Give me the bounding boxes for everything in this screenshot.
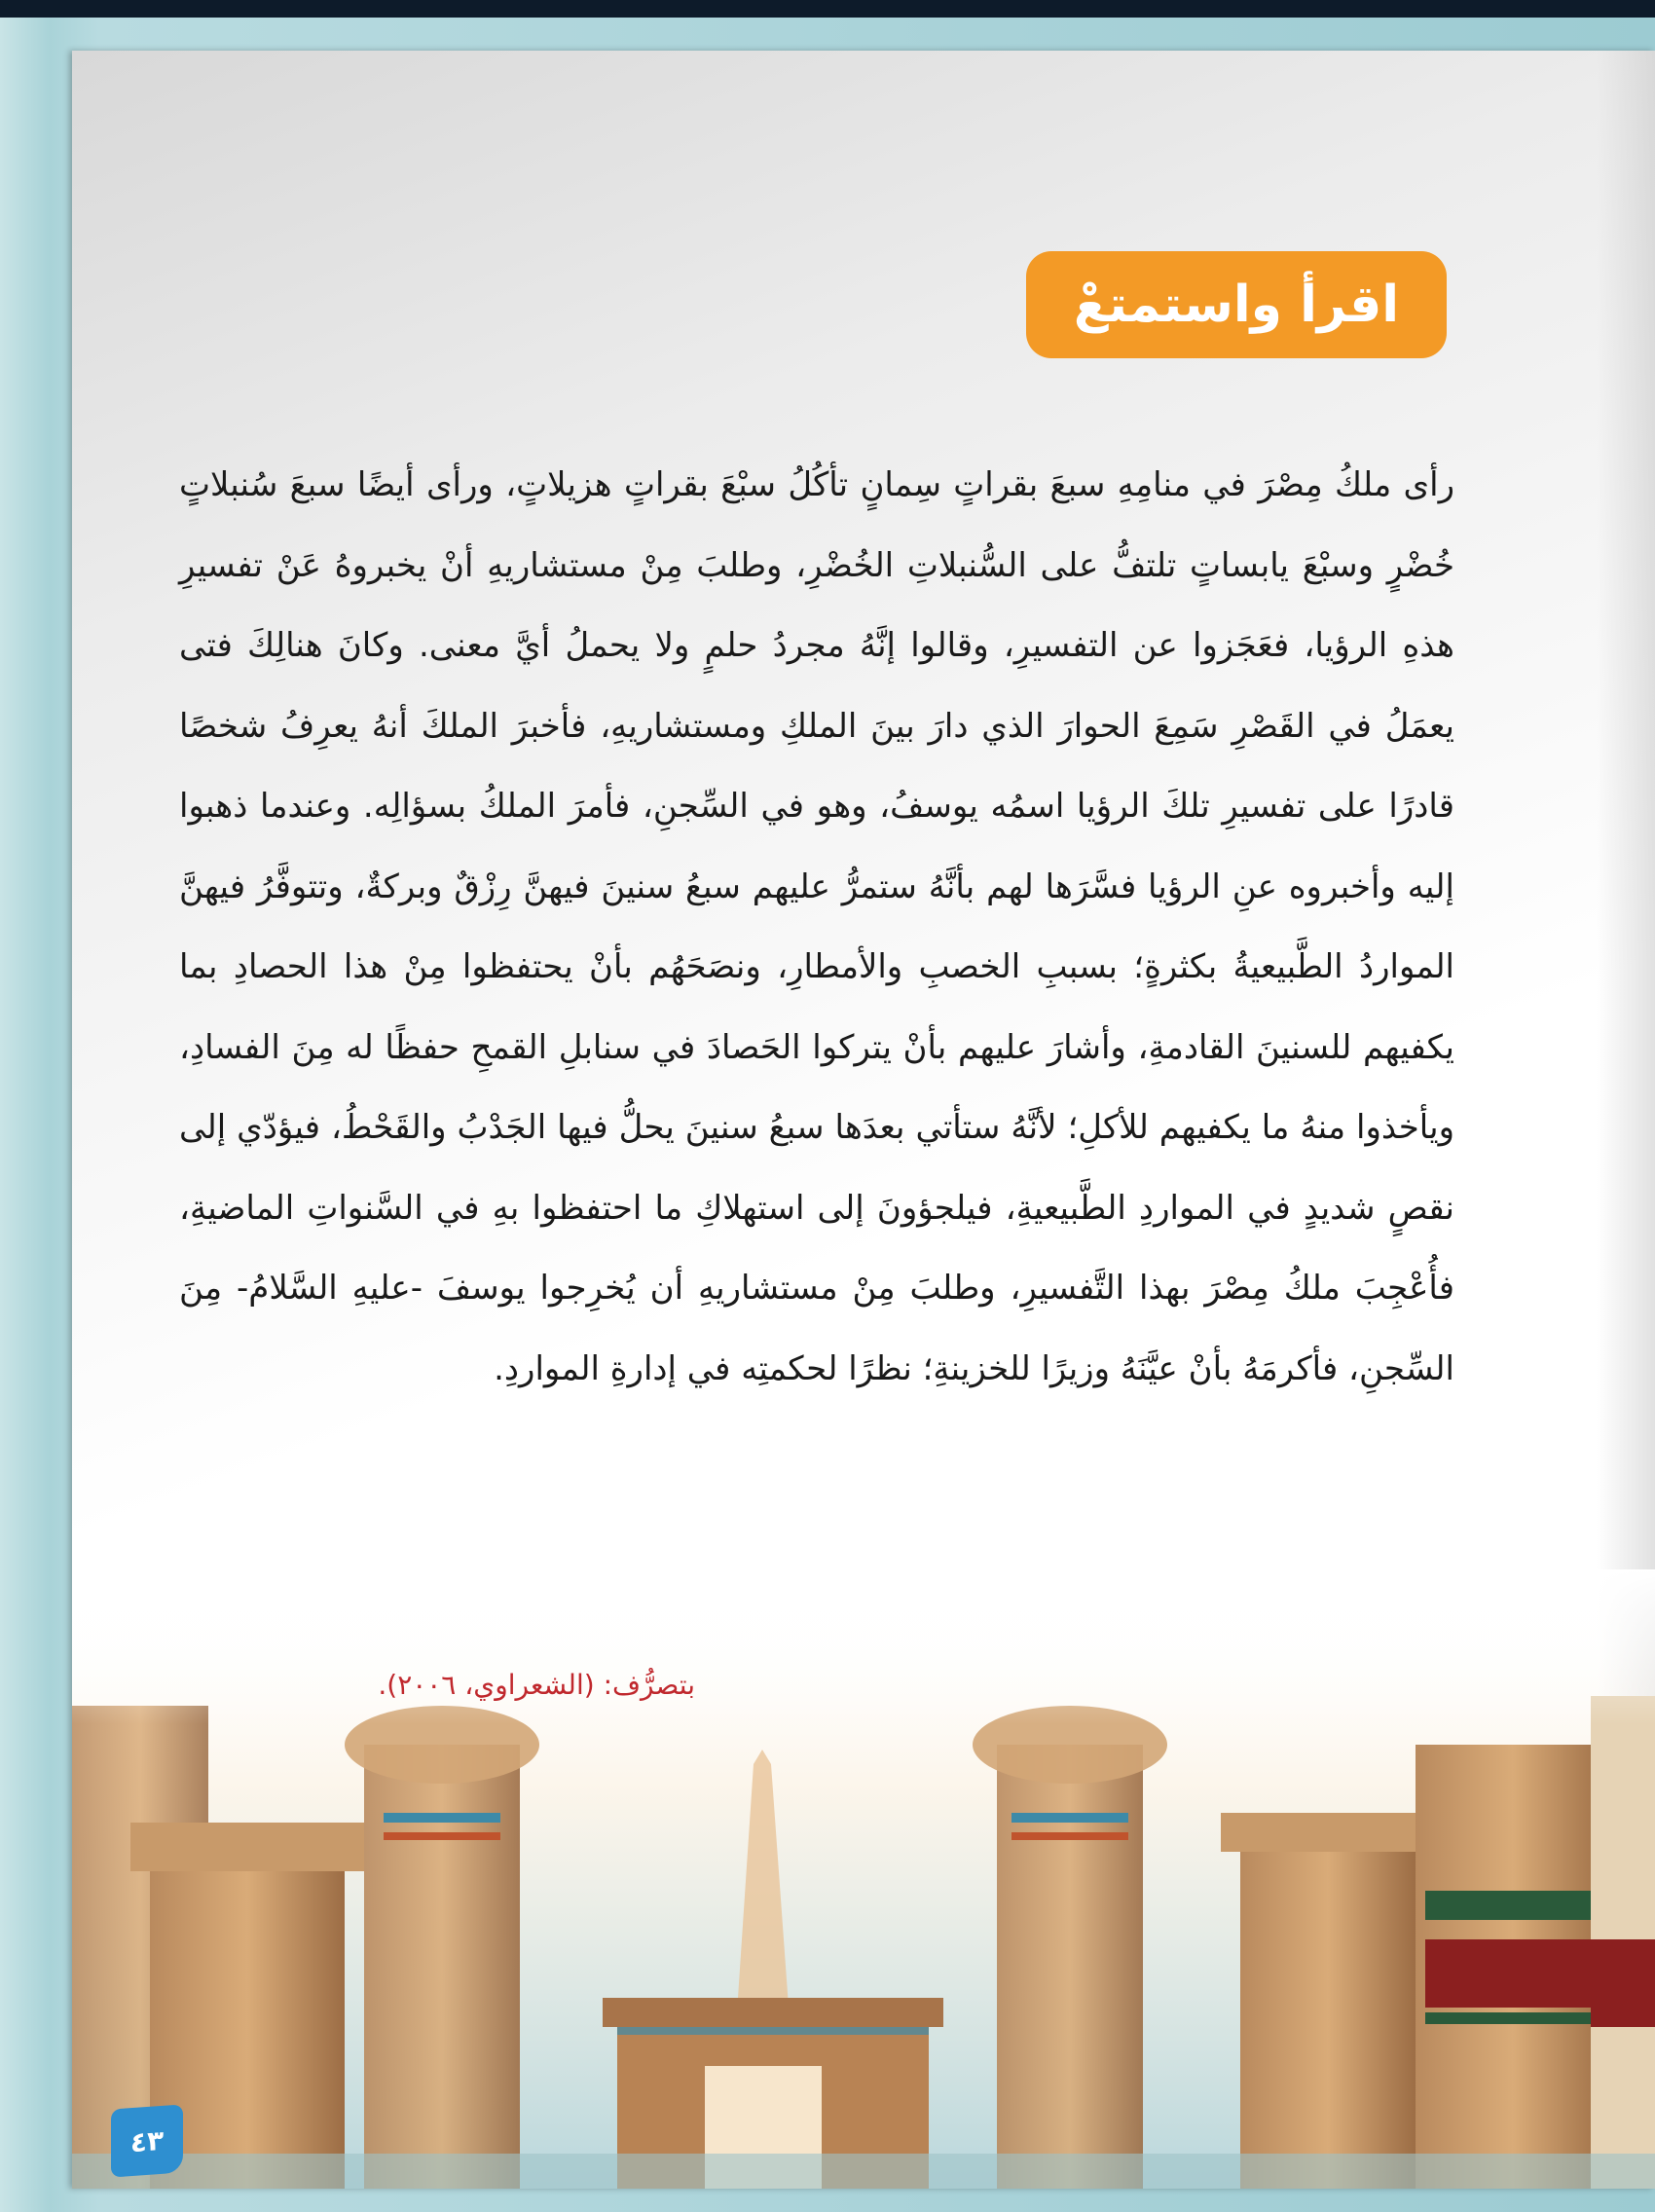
window-top-bar	[0, 0, 1655, 18]
page-number-badge: ٤٣	[111, 2104, 183, 2177]
story-paragraph: رأى ملكُ مِصْرَ في منامِهِ سبعَ بقراتٍ سِمانٍ تأكُلُ سبْعَ بقراتٍ هزيلاتٍ، ورأى أيضًا سبعَ سُنبلاتٍ خُضْرٍ وسبْعَ يابساتٍ تلتفُّ على السُّنبلاتِ الخُضْرِ، وطلبَ مِنْ مستشاريهِ أنْ يخبروهُ عَنْ تفسيرِ هذهِ الرؤيا، فعَجَزوا عن التفسيرِ، وقالوا إنَّهُ مجردُ حلمٍ ولا يحملُ أيَّ معنى. وكانَ هنالِكَ فتى يعمَلُ في القَصْرِ سَمِعَ الحوارَ الذي دارَ بينَ الملكِ ومستشاريهِ، فأخبرَ الملكَ أنهُ يعرِفُ شخصًا قادرًا على تفسيرِ تلكَ الرؤيا اسمُه يوسفُ، وهو في السِّجنِ، فأمرَ الملكُ بسؤالِه. وعندما ذهبوا إليه وأخبروه عنِ الرؤيا فسَّرَها لهم بأنَّهُ ستمرُّ عليهم سبعُ سنينَ فيهنَّ رِزْقٌ وبركةٌ، وتتوفَّرُ فيهنَّ المواردُ الطَّبيعيةُ بكثرةٍ؛ بسببِ الخصبِ والأمطارِ، ونصَحَهُم بأنْ يحتفظوا مِنْ هذا الحصادِ بما يكفيهم للسنينَ القادمةِ، وأشارَ عليهم بأنْ يتركوا الحَصادَ في سنابلِ القمحِ حفظًا له مِنَ الفسادِ، ويأخذوا منهُ ما يكفيهم للأكلِ؛ لأنَّهُ ستأتي بعدَها سبعُ سنينَ يحلُّ فيها الجَدْبُ والقَحْطُ، فيؤدّي إلى نقصٍ شديدٍ في المواردِ الطَّبيعيةِ، فيلجؤونَ إلى استهلاكِ ما احتفظوا بهِ في السَّنواتِ الماضيةِ، فأُعْجِبَ ملكُ مِصْرَ بهذا التَّفسيرِ، وطلبَ مِنْ مستشاريهِ أن يُخرِجوا يوسفَ -عليهِ السَّلامُ- مِنَ السِّجنِ، فأكرمَهُ بأنْ عيَّنَهُ وزيرًا للخزينةِ؛ نظرًا لحكمتِه في إدارةِ المواردِ.	[179, 465, 1454, 1388]
book-page	[72, 51, 1655, 2189]
egyptian-temple-illustration	[72, 1569, 1655, 2189]
source-citation: بتصرُّف: (الشعراوي، ٢٠٠٦).	[378, 1669, 695, 1701]
section-title-badge: اقرأ واستمتعْ	[1026, 251, 1447, 358]
